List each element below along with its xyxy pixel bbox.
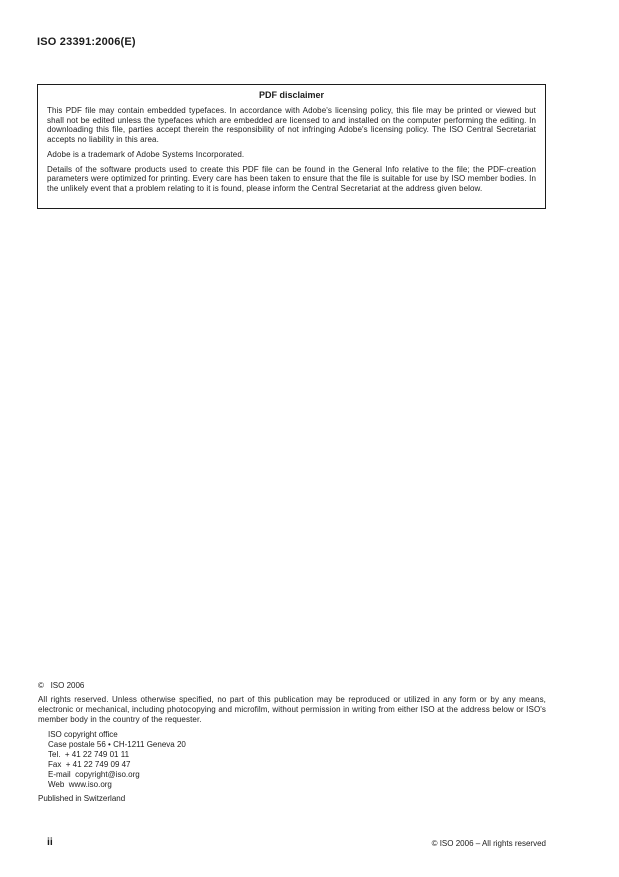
disclaimer-title: PDF disclaimer bbox=[258, 90, 325, 100]
footer-page-number: ii bbox=[47, 836, 53, 848]
all-rights-reserved-notice: All rights reserved. Unless otherwise specified, no part of this publication may be reproduced or utilized in any form or by any means, electronic or mechanical, including photocopying and microfilm, without permission in writing from either ISO at the address below or ISO's member body in the country of the requester. bbox=[38, 695, 546, 724]
copyright-office-email: E-mail copyright@iso.org bbox=[48, 770, 140, 779]
copyright-section bbox=[38, 681, 546, 804]
pdf-disclaimer-box bbox=[37, 84, 546, 209]
copyright-office-fax: Fax + 41 22 749 09 47 bbox=[48, 760, 131, 769]
copyright-office-name: ISO copyright office bbox=[48, 730, 118, 739]
copyright-office-postal-address: Case postale 56 • CH-1211 Geneva 20 bbox=[48, 740, 186, 749]
copyright-office-telephone: Tel. + 41 22 749 01 11 bbox=[48, 750, 130, 759]
disclaimer-paragraph-adobe-trademark: Adobe is a trademark of Adobe Systems Incorporated. bbox=[47, 149, 245, 159]
disclaimer-paragraph-software-details: Details of the software products used to create this PDF file can be found in the General Info relative to the file; the PDF-creation parameters were optimized for printing. Every care has been taken to ensure that the file is suitable for use by ISO member bodies. In the unlikely event that a problem relating to it is found, please inform the Central Secretariat at the address given below. bbox=[47, 164, 536, 193]
footer-copyright-notice: © ISO 2006 – All rights reserved bbox=[431, 839, 546, 848]
published-in-switzerland-line: Published in Switzerland bbox=[38, 794, 126, 803]
disclaimer-paragraph-typefaces: This PDF file may contain embedded typefaces. In accordance with Adobe's licensing policy, this file may be printed or viewed but shall not be edited unless the typefaces which are embedded are licensed to and installed on the computer performing the editing. In downloading this file, parties accept therein the responsibility of not infringing Adobe's licensing policy. The ISO Central Secretariat accepts no liability in this area. bbox=[47, 106, 536, 144]
iso-copyright-office-block bbox=[48, 730, 546, 790]
copyright-year-line: © ISO 2006 bbox=[38, 681, 85, 690]
document-number-header: ISO 23391:2006(E) bbox=[37, 36, 136, 48]
copyright-office-website: Web www.iso.org bbox=[48, 780, 112, 789]
